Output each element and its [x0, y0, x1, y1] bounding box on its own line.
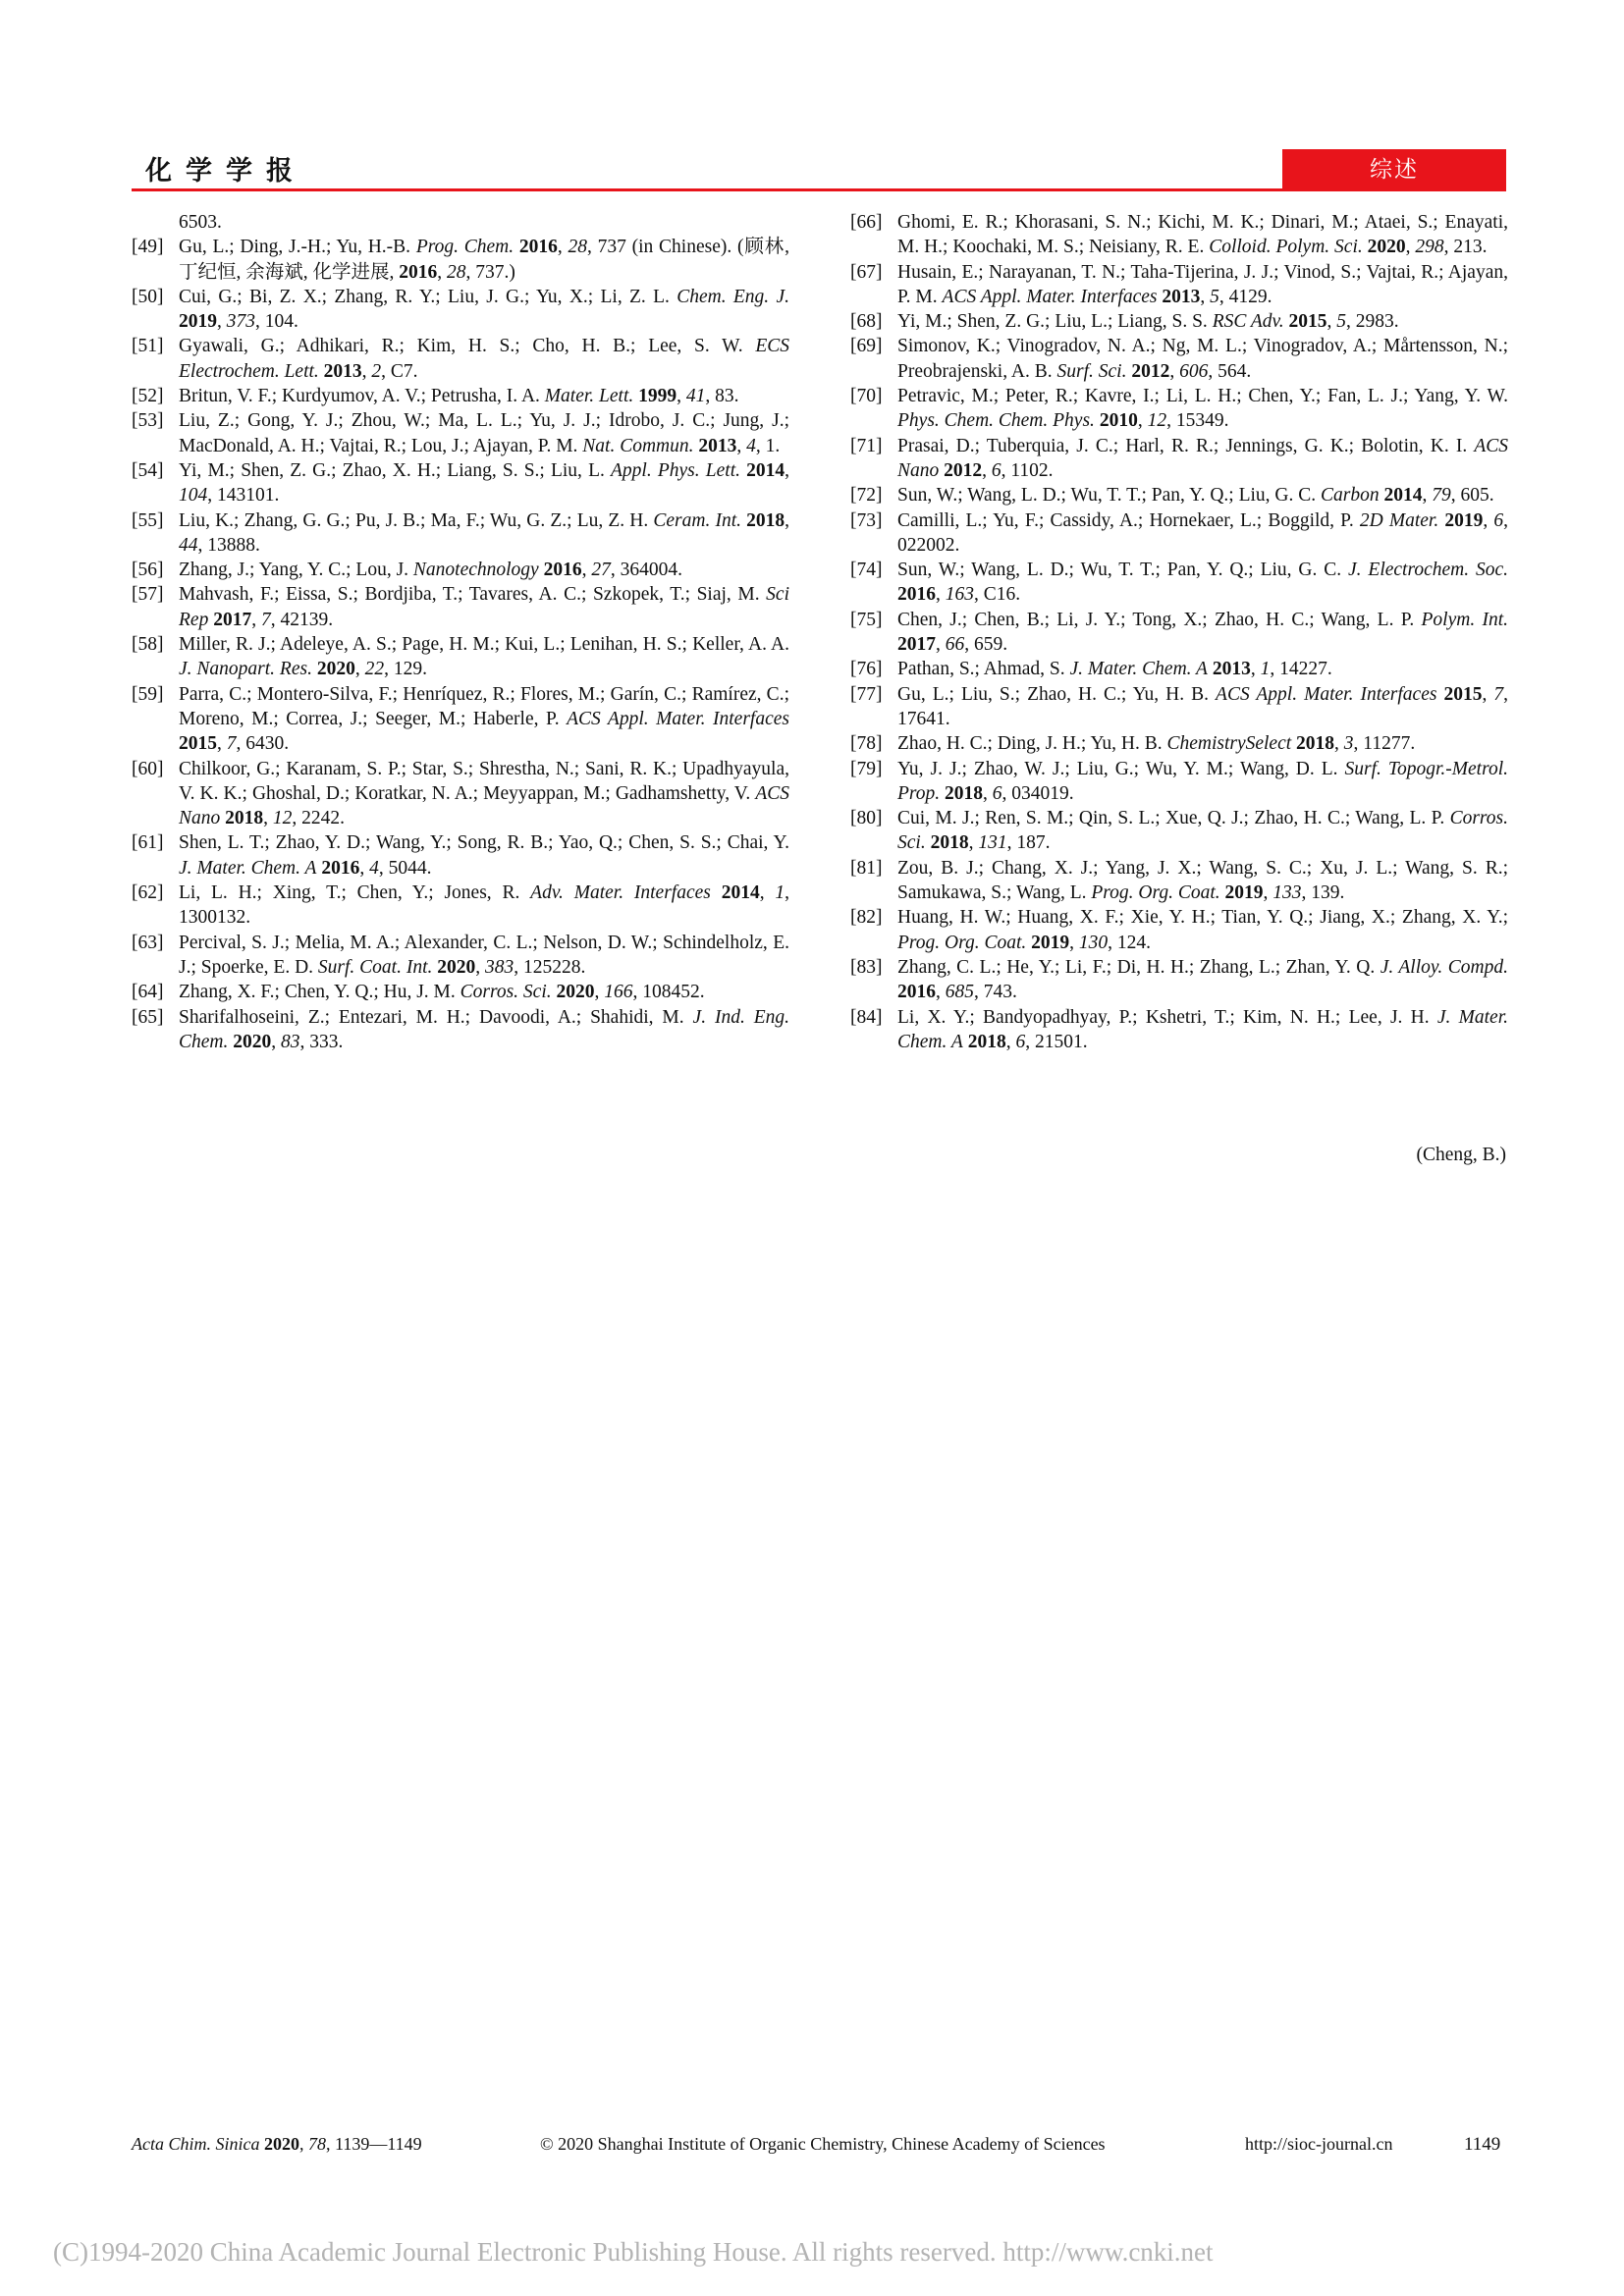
- reference-number: [80]: [850, 808, 883, 829]
- reference-item: [132, 582, 789, 632]
- footer-url[interactable]: http://sioc-journal.cn: [1245, 2134, 1393, 2154]
- editor-signature: (Cheng, B.): [1416, 1145, 1506, 1165]
- reference-number: [56]: [132, 560, 164, 581]
- reference-item: [132, 558, 789, 582]
- reference-text: Sharifalhoseini, Z.; Entezari, M. H.; Davoodi, A.; Shahidi, M. J. Ind. Eng. Chem. 2020, 83, 333.: [179, 1006, 790, 1052]
- section-badge: 综述: [1282, 149, 1506, 191]
- reference-number: [62]: [132, 882, 164, 904]
- reference-item: [850, 483, 1508, 507]
- reference-item: [132, 757, 789, 831]
- header-divider: [132, 188, 1506, 191]
- reference-text: Gyawali, G.; Adhikari, R.; Kim, H. S.; Cho, H. B.; Lee, S. W. ECS Electrochem. Lett. 2013, 2, C7.: [179, 336, 789, 382]
- reference-text: Zhang, C. L.; He, Y.; Li, F.; Di, H. H.; Zhang, L.; Zhan, Y. Q. J. Alloy. Compd. 2016, 685, 743.: [897, 956, 1509, 1003]
- reference-item: [850, 558, 1508, 608]
- reference-item: [850, 309, 1508, 334]
- reference-text: Cui, M. J.; Ren, S. M.; Qin, S. L.; Xue, Q. J.; Zhao, H. C.; Wang, L. P. Corros. Sci. 2018, 131, 187.: [897, 808, 1508, 854]
- reference-number: [69]: [850, 336, 883, 357]
- reference-item: [850, 657, 1508, 681]
- reference-number: [75]: [850, 609, 883, 630]
- reference-number: [68]: [850, 311, 883, 333]
- reference-number: [82]: [850, 907, 883, 929]
- reference-number: [72]: [850, 485, 883, 507]
- reference-text: Liu, Z.; Gong, Y. J.; Zhou, W.; Ma, L. L.; Yu, J. J.; Idrobo, J. C.; Jung, J.; MacDonald, A. H.; Vajtai, R.; Lou, J.; Ajayan, P. M. Nat. Commun. 2013, 4, 1.: [179, 410, 789, 456]
- reference-text: Shen, L. T.; Zhao, Y. D.; Wang, Y.; Song, R. B.; Yao, Q.; Chen, S. S.; Chai, Y. J. Mater. Chem. A 2016, 4, 5044.: [179, 832, 789, 879]
- reference-number: [76]: [850, 659, 883, 680]
- reference-text: Li, L. H.; Xing, T.; Chen, Y.; Jones, R. Adv. Mater. Interfaces 2014, 1, 1300132.: [179, 882, 789, 929]
- reference-text: Camilli, L.; Yu, F.; Cassidy, A.; Hornekaer, L.; Boggild, P. 2D Mater. 2019, 6, 022002.: [897, 509, 1509, 556]
- reference-item: [132, 408, 789, 458]
- reference-list-left: [132, 235, 789, 1054]
- reference-item: [132, 931, 789, 981]
- reference-item: [850, 905, 1508, 955]
- reference-item: [132, 235, 789, 285]
- reference-text: Husain, E.; Narayanan, T. N.; Taha-Tijerina, J. J.; Vinod, S.; Vajtai, R.; Ajayan, P. M. ACS Appl. Mater. Interfaces 2013, 5, 4129.: [897, 261, 1508, 307]
- reference-number: [58]: [132, 634, 164, 656]
- reference-text: Cui, G.; Bi, Z. X.; Zhang, R. Y.; Liu, J. G.; Yu, X.; Li, Z. L. Chem. Eng. J. 2019, 373, 104.: [179, 286, 789, 333]
- page-number: 1149: [1464, 2134, 1501, 2155]
- reference-text: Pathan, S.; Ahmad, S. J. Mater. Chem. A 2013, 1, 14227.: [897, 659, 1332, 680]
- reference-text: Yi, M.; Shen, Z. G.; Liu, L.; Liang, S. S. RSC Adv. 2015, 5, 2983.: [897, 311, 1399, 333]
- reference-number: [65]: [132, 1006, 164, 1028]
- reference-text: Parra, C.; Montero-Silva, F.; Henríquez, R.; Flores, M.; Garín, C.; Ramírez, C.; Moreno, M.; Correa, J.; Seeger, M.; Haberle, P. ACS Appl. Mater. Interfaces 2015, 7, 6430.: [179, 683, 789, 755]
- reference-item: [850, 384, 1508, 434]
- reference-item: [850, 434, 1508, 484]
- reference-item: [132, 1005, 789, 1055]
- reference-text: Zhang, X. F.; Chen, Y. Q.; Hu, J. M. Corros. Sci. 2020, 166, 108452.: [179, 982, 705, 1003]
- journal-title: 化学学报: [145, 156, 306, 187]
- reference-text: Zou, B. J.; Chang, X. J.; Yang, J. X.; Wang, S. C.; Xu, J. L.; Wang, S. R.; Samukawa, S.; Wang, L. Prog. Org. Coat. 2019, 133, 139.: [897, 857, 1508, 904]
- reference-number: [52]: [132, 386, 164, 407]
- reference-item: [132, 682, 789, 757]
- reference-number: [60]: [132, 758, 164, 779]
- reference-text: Percival, S. J.; Melia, M. A.; Alexander, C. L.; Nelson, D. W.; Schindelholz, E. J.; Spoerke, E. D. Surf. Coat. Int. 2020, 383, 125228.: [179, 932, 789, 978]
- references-left-column: [132, 210, 789, 1054]
- reference-number: [73]: [850, 509, 883, 531]
- reference-item: [850, 334, 1508, 384]
- reference-item: [132, 334, 789, 384]
- footer-copyright: © 2020 Shanghai Institute of Organic Chemistry, Chinese Academy of Sciences: [540, 2134, 1106, 2154]
- reference-number: [81]: [850, 857, 883, 879]
- reference-number: [51]: [132, 336, 164, 357]
- reference-number: [70]: [850, 386, 883, 407]
- reference-number: [53]: [132, 410, 164, 432]
- reference-number: [57]: [132, 584, 164, 606]
- reference-text: Zhang, J.; Yang, Y. C.; Lou, J. Nanotechnology 2016, 27, 364004.: [179, 560, 682, 581]
- reference-text: Gu, L.; Ding, J.-H.; Yu, H.-B. Prog. Chem. 2016, 28, 737 (in Chinese). (顾林, 丁纪恒, 余海斌, 化学进展, 2016, 28, 737.): [179, 237, 790, 283]
- reference-item: [850, 757, 1508, 807]
- reference-number: [83]: [850, 956, 883, 978]
- reference-number: [61]: [132, 832, 164, 854]
- reference-text: Mahvash, F.; Eissa, S.; Bordjiba, T.; Tavares, A. C.; Szkopek, T.; Siaj, M. Sci Rep 2017, 7, 42139.: [179, 584, 789, 630]
- reference-continuation: 6503.: [179, 212, 222, 233]
- reference-item: [850, 955, 1508, 1005]
- reference-number: [54]: [132, 459, 164, 481]
- reference-number: [55]: [132, 509, 164, 531]
- reference-number: [71]: [850, 435, 883, 456]
- reference-text: Chilkoor, G.; Karanam, S. P.; Star, S.; Shrestha, N.; Sani, R. K.; Upadhyayula, V. K. K.; Ghoshal, D.; Koratkar, N. A.; Meyyappan, M.; Gadhamshetty, V. ACS Nano 2018, 12, 2242.: [179, 758, 789, 829]
- reference-number: [66]: [850, 212, 883, 233]
- reference-item: [850, 260, 1508, 310]
- reference-text: Prasai, D.; Tuberquia, J. C.; Harl, R. R.; Jennings, G. K.; Bolotin, K. I. ACS Nano 2012, 6, 1102.: [897, 435, 1508, 481]
- reference-item: [132, 881, 789, 931]
- reference-text: Gu, L.; Liu, S.; Zhao, H. C.; Yu, H. B. ACS Appl. Mater. Interfaces 2015, 7, 17641.: [897, 683, 1509, 729]
- reference-text: Chen, J.; Chen, B.; Li, J. Y.; Tong, X.; Zhao, H. C.; Wang, L. P. Polym. Int. 2017, 66, 659.: [897, 609, 1508, 656]
- reference-text: Liu, K.; Zhang, G. G.; Pu, J. B.; Ma, F.; Wu, G. Z.; Lu, Z. H. Ceram. Int. 2018, 44, 13888.: [179, 509, 789, 556]
- reference-number: [49]: [132, 237, 164, 258]
- reference-item: [132, 508, 789, 559]
- reference-number: [59]: [132, 683, 164, 705]
- cnki-watermark: (C)1994-2020 China Academic Journal Electronic Publishing House. All rights reserved. http://www.cnki.net: [53, 2237, 1214, 2267]
- reference-text: Huang, H. W.; Huang, X. F.; Xie, Y. H.; Tian, Y. Q.; Jiang, X.; Zhang, X. Y.; Prog. Org. Coat. 2019, 130, 124.: [897, 907, 1508, 953]
- reference-number: [64]: [132, 982, 164, 1003]
- reference-number: [50]: [132, 286, 164, 307]
- reference-item: [132, 384, 789, 408]
- reference-text: Petravic, M.; Peter, R.; Kavre, I.; Li, L. H.; Chen, Y.; Fan, L. J.; Yang, Y. W. Phys. Chem. Chem. Phys. 2010, 12, 15349.: [897, 386, 1508, 432]
- reference-number: [78]: [850, 733, 883, 755]
- reference-item: [850, 210, 1508, 260]
- reference-item: [132, 830, 789, 881]
- reference-item: [132, 980, 789, 1004]
- reference-number: [63]: [132, 932, 164, 953]
- reference-text: Yu, J. J.; Zhao, W. J.; Liu, G.; Wu, Y. M.; Wang, D. L. Surf. Topogr.-Metrol. Prop. 2018, 6, 034019.: [897, 758, 1508, 804]
- reference-number: [79]: [850, 758, 883, 779]
- reference-text: Li, X. Y.; Bandyopadhyay, P.; Kshetri, T.; Kim, N. H.; Lee, J. H. J. Mater. Chem. A 2018, 6, 21501.: [897, 1006, 1509, 1052]
- reference-text: Britun, V. F.; Kurdyumov, A. V.; Petrusha, I. A. Mater. Lett. 1999, 41, 83.: [179, 386, 739, 407]
- reference-item: [850, 1005, 1508, 1055]
- reference-list-right: [850, 210, 1508, 1054]
- reference-text: Simonov, K.; Vinogradov, N. A.; Ng, M. L.; Vinogradov, A.; Mårtensson, N.; Preobrajenski, A. B. Surf. Sci. 2012, 606, 564.: [897, 336, 1508, 382]
- reference-text: Yi, M.; Shen, Z. G.; Zhao, X. H.; Liang, S. S.; Liu, L. Appl. Phys. Lett. 2014, 104, 143101.: [179, 459, 790, 507]
- reference-number: [84]: [850, 1006, 883, 1028]
- reference-item: [850, 608, 1508, 658]
- reference-text: Zhao, H. C.; Ding, J. H.; Yu, H. B. ChemistrySelect 2018, 3, 11277.: [897, 733, 1416, 755]
- reference-number: [67]: [850, 261, 883, 283]
- reference-item: [850, 682, 1508, 732]
- reference-item: [850, 508, 1508, 559]
- reference-item: [132, 285, 789, 335]
- reference-item: [132, 632, 789, 682]
- reference-item: [132, 458, 789, 508]
- reference-text: Sun, W.; Wang, L. D.; Wu, T. T.; Pan, Y. Q.; Liu, G. C. J. Electrochem. Soc. 2016, 163, C16.: [897, 560, 1508, 606]
- reference-item: [850, 856, 1508, 906]
- reference-item: [850, 806, 1508, 856]
- reference-text: Miller, R. J.; Adeleye, A. S.; Page, H. M.; Kui, L.; Lenihan, H. S.; Keller, A. A. J. Nanopart. Res. 2020, 22, 129.: [179, 634, 789, 680]
- footer-journal-citation: Acta Chim. Sinica 2020, 78, 1139—1149: [132, 2134, 422, 2154]
- reference-text: Ghomi, E. R.; Khorasani, S. N.; Kichi, M. K.; Dinari, M.; Ataei, S.; Enayati, M. H.; Koochaki, M. S.; Neisiany, R. E. Colloid. Polym. Sci. 2020, 298, 213.: [897, 212, 1508, 258]
- reference-text: Sun, W.; Wang, L. D.; Wu, T. T.; Pan, Y. Q.; Liu, G. C. Carbon 2014, 79, 605.: [897, 485, 1494, 507]
- reference-item: [850, 731, 1508, 756]
- reference-number: [74]: [850, 560, 883, 581]
- reference-number: [77]: [850, 683, 883, 705]
- references-right-column: [850, 210, 1508, 1054]
